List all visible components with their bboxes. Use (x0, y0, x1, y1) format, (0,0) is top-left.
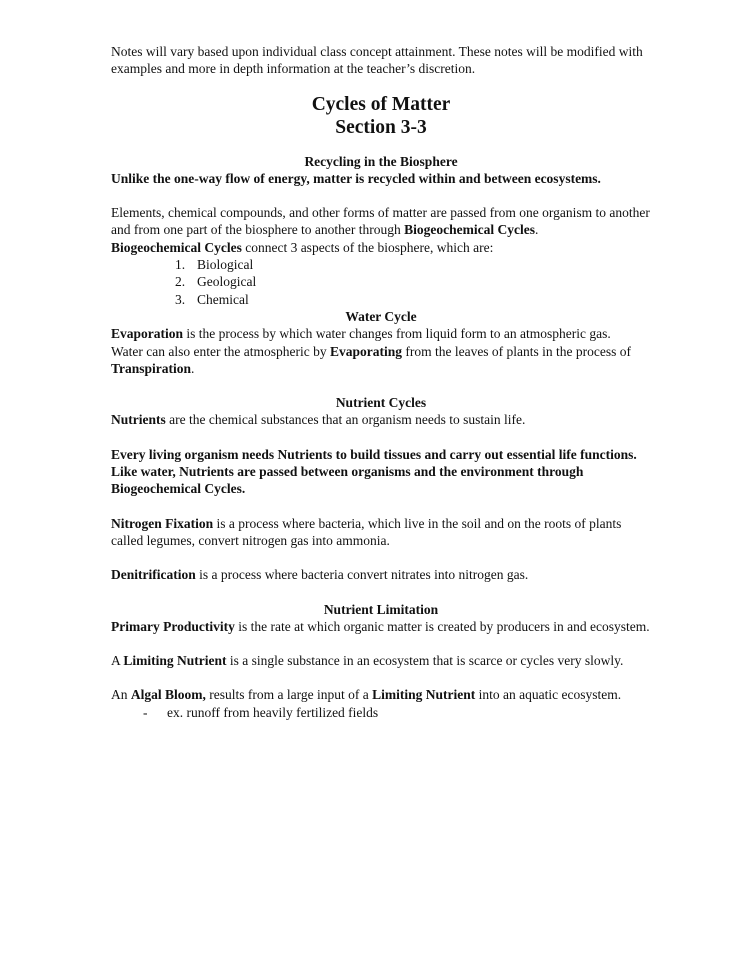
heading-recycling: Recycling in the Biosphere (304, 153, 458, 169)
example-bullet (111, 704, 651, 721)
text-span: . (191, 360, 195, 376)
text-span: connect 3 aspects of the biosphere, which are: (241, 239, 494, 255)
term: Primary Productivity (111, 618, 235, 634)
list-number: 2. (175, 274, 186, 290)
term: Evaporation (111, 326, 184, 342)
text-span: . (535, 222, 539, 238)
text-span: An (111, 687, 131, 703)
list-number: 3. (175, 291, 186, 307)
biogeochemical-aspects (111, 239, 651, 256)
text-span: is the rate at which organic matter is created by producers in and ecosystem. (234, 618, 650, 634)
denitrification-paragraph (111, 566, 651, 583)
list-text: Chemical (197, 291, 249, 307)
heading-water-cycle: Water Cycle (345, 308, 417, 324)
term: Biogeochemical Cycles (404, 222, 536, 238)
list-item (111, 291, 651, 308)
term: Nutrients (111, 412, 166, 428)
recycling-lead: Unlike the one-way flow of energy, matter is recycled within and between ecosystems. (111, 170, 601, 186)
text-span: Water can also enter the atmospheric by (111, 343, 330, 359)
list-item (111, 256, 651, 273)
primary-productivity-paragraph (111, 618, 651, 635)
term: Biogeochemical Cycles (111, 239, 242, 255)
nutrients-bold-paragraph: Every living organism needs Nutrients to build tissues and carry out essential life functions. Like water, Nutrients are passed between organisms and the environment through Biogeochemical Cycles. (111, 446, 637, 497)
text-span: A (111, 653, 124, 669)
list-number: 1. (175, 257, 186, 273)
algal-bloom-paragraph (111, 686, 651, 703)
nitrogen-fixation-paragraph (111, 515, 651, 550)
text-span: from the leaves of plants in the process of (401, 343, 632, 359)
term: Nitrogen Fixation (111, 515, 214, 531)
term: Denitrification (111, 567, 196, 583)
list-text: Geological (197, 274, 257, 290)
bullet-text: ex. runoff from heavily fertilized fields (167, 704, 379, 720)
limiting-nutrient-paragraph (111, 652, 651, 669)
document-page (111, 43, 651, 721)
nutrients-paragraph (111, 411, 651, 428)
term: Evaporating (329, 343, 402, 359)
list-item (111, 273, 651, 290)
text-span: into an aquatic ecosystem. (475, 687, 622, 703)
aspects-list (111, 256, 651, 308)
page-subtitle: Section 3-3 (335, 116, 427, 138)
transpiration-paragraph (111, 343, 651, 378)
text-span: Elements, chemical compounds, and other forms of matter are passed from one organism to another and from one part of the biosphere to another through (111, 205, 650, 238)
heading-nutrient-cycles: Nutrient Cycles (335, 395, 427, 411)
text-span: is a process where bacteria convert nitrates into nitrogen gas. (195, 567, 529, 583)
list-text: Biological (197, 257, 254, 273)
biogeochemical-paragraph (111, 204, 651, 239)
title-block (111, 93, 651, 139)
text-span: are the chemical substances that an organism needs to sustain life. (165, 412, 526, 428)
heading-nutrient-limitation: Nutrient Limitation (323, 601, 439, 617)
term: Limiting Nutrient (123, 653, 227, 669)
text-span: is a single substance in an ecosystem that is scarce or cycles very slowly. (226, 653, 624, 669)
term: Algal Bloom, (130, 687, 206, 703)
text-span: is the process by which water changes from liquid form to an atmospheric gas. (183, 326, 611, 342)
term: Transpiration (111, 360, 192, 376)
page-title: Cycles of Matter (311, 93, 451, 115)
bullet-dash: - (143, 704, 148, 720)
term: Limiting Nutrient (372, 687, 476, 703)
text-span: is a process where bacteria, which live in the soil and on the roots of plants called legumes, convert nitrogen gas into ammonia. (111, 515, 622, 548)
intro-note: Notes will vary based upon individual class concept attainment. These notes will be modified with examples and more in depth information at the teacher’s discretion. (111, 44, 643, 77)
text-span: results from a large input of a (205, 687, 373, 703)
evaporation-paragraph (111, 325, 651, 342)
